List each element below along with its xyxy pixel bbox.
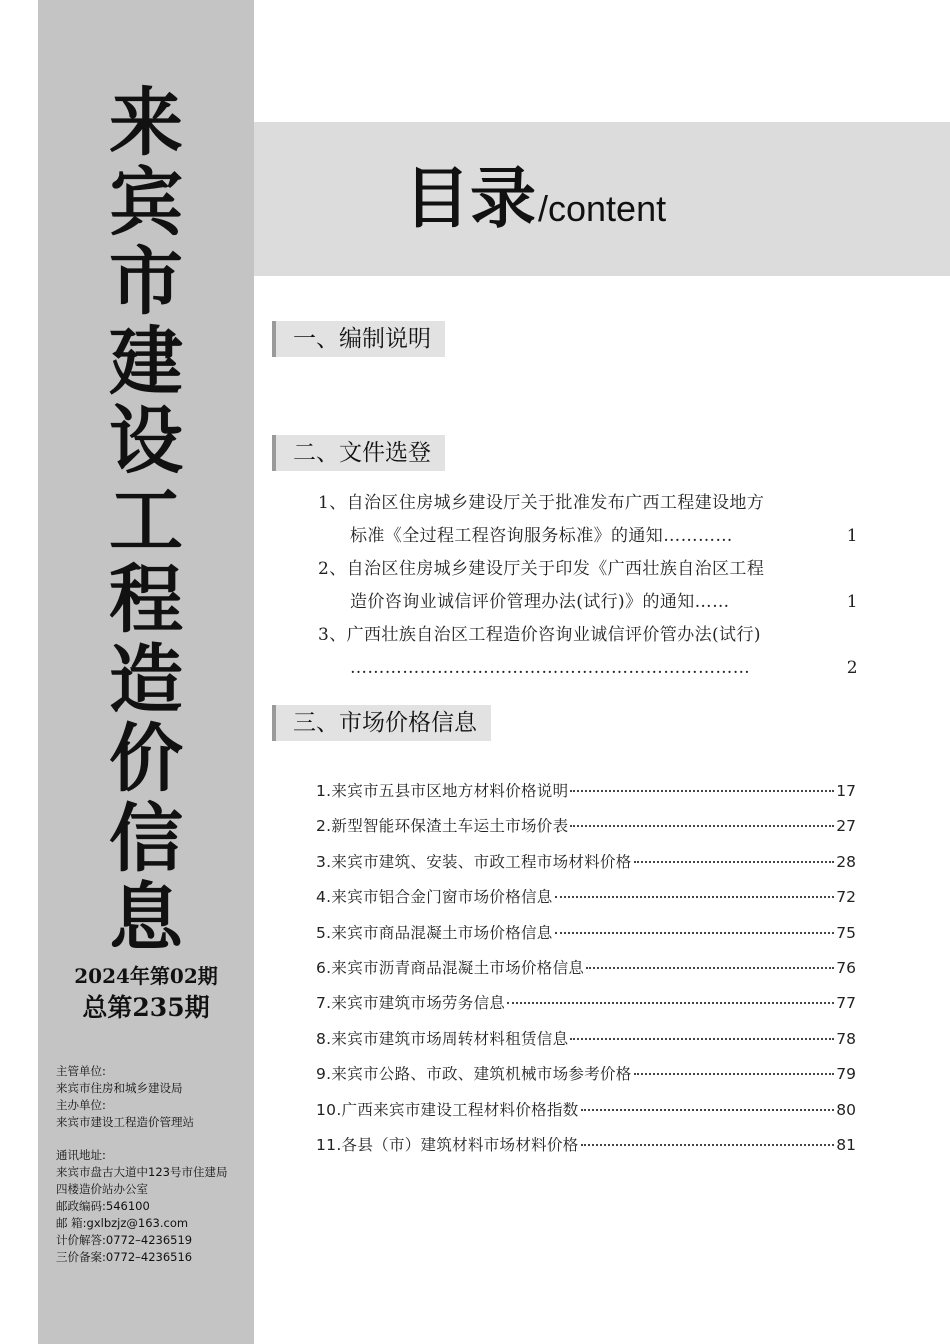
page-number: 77 bbox=[836, 994, 856, 1013]
issue-year: 2024年第02期 bbox=[74, 964, 218, 988]
publisher-info: 主管单位: 来宾市住房和城乡建设局 主办单位: 来宾市建设工程造价管理站 通讯地址: 来宾市盘古大道中123号市住建局 四楼造价站办公室 邮政编码:546100 邮 箱:gxlbzjz@163.com 计价解答:0772–4236519 三价备案:0772–4236516 bbox=[56, 1064, 228, 1264]
document-entry-3-line2[interactable]: …………………………………………………………… 2 bbox=[318, 652, 858, 685]
page-number: 1 bbox=[846, 592, 858, 612]
contents-title: 目录 bbox=[404, 159, 536, 237]
market-entry[interactable]: 10.广西来宾市建设工程材料价格指数 80 bbox=[316, 1093, 856, 1128]
document-entry-1-line1: 1、自治区住房城乡建设厅关于批准发布广西工程建设地方 bbox=[318, 493, 765, 513]
page-number: 2 bbox=[846, 658, 858, 678]
market-entry[interactable]: 6.来宾市沥青商品混凝土市场价格信息 76 bbox=[316, 951, 856, 986]
market-entry[interactable]: 4.来宾市铝合金门窗市场价格信息 72 bbox=[316, 880, 856, 915]
page-number: 17 bbox=[836, 782, 856, 800]
document-entry-1-line2[interactable]: 标准《全过程工程咨询服务标准》的通知………… 1 bbox=[318, 520, 858, 553]
contents-subtitle: /content bbox=[538, 188, 667, 229]
page-number: 28 bbox=[836, 852, 856, 871]
page-number: 72 bbox=[836, 888, 856, 907]
document-entry-3-line1: 3、广西壮族自治区工程造价咨询业诚信评价管办法(试行) bbox=[318, 625, 761, 645]
market-entry[interactable]: 8.来宾市建筑市场周转材料租赁信息 78 bbox=[316, 1022, 856, 1057]
section-heading-3: 三、市场价格信息 bbox=[272, 705, 491, 741]
document-entry-2-line1: 2、自治区住房城乡建设厅关于印发《广西壮族自治区工程 bbox=[318, 559, 765, 579]
page-number: 76 bbox=[836, 958, 856, 977]
market-entry[interactable]: 11.各县（市）建筑材料市场材料价格 81 bbox=[316, 1128, 856, 1163]
document-list bbox=[318, 487, 858, 685]
document-entry-2-line2[interactable]: 造价咨询业诚信评价管理办法(试行)》的通知…… 1 bbox=[318, 586, 858, 619]
market-entry[interactable]: 1.来宾市五县市区地方材料价格说明 17 bbox=[316, 774, 856, 809]
issue-number bbox=[38, 962, 254, 1026]
section-heading-2: 二、文件选登 bbox=[272, 435, 445, 471]
page-number: 78 bbox=[836, 1029, 856, 1048]
contents-banner bbox=[254, 122, 950, 276]
market-entry[interactable]: 7.来宾市建筑市场劳务信息 77 bbox=[316, 986, 856, 1021]
market-list bbox=[316, 774, 856, 1163]
market-entry[interactable]: 9.来宾市公路、市政、建筑机械市场参考价格 79 bbox=[316, 1057, 856, 1092]
page-number: 75 bbox=[836, 923, 856, 942]
issue-total: 总第235期 bbox=[82, 993, 210, 1022]
journal-title: 来 宾 市 建 设 工 程 造 价 信 息 bbox=[109, 80, 183, 961]
market-entry[interactable]: 2.新型智能环保渣土车运土市场价表 27 bbox=[316, 809, 856, 844]
page-number: 79 bbox=[836, 1065, 856, 1084]
page-number: 80 bbox=[836, 1100, 856, 1119]
page-number: 81 bbox=[836, 1135, 856, 1154]
page-number: 1 bbox=[846, 526, 858, 546]
section-heading-1: 一、编制说明 bbox=[272, 321, 445, 357]
page-number: 27 bbox=[836, 817, 856, 836]
sidebar bbox=[38, 0, 254, 1344]
market-entry[interactable]: 5.来宾市商品混凝土市场价格信息 75 bbox=[316, 916, 856, 951]
market-entry[interactable]: 3.来宾市建筑、安装、市政工程市场材料价格 28 bbox=[316, 845, 856, 880]
